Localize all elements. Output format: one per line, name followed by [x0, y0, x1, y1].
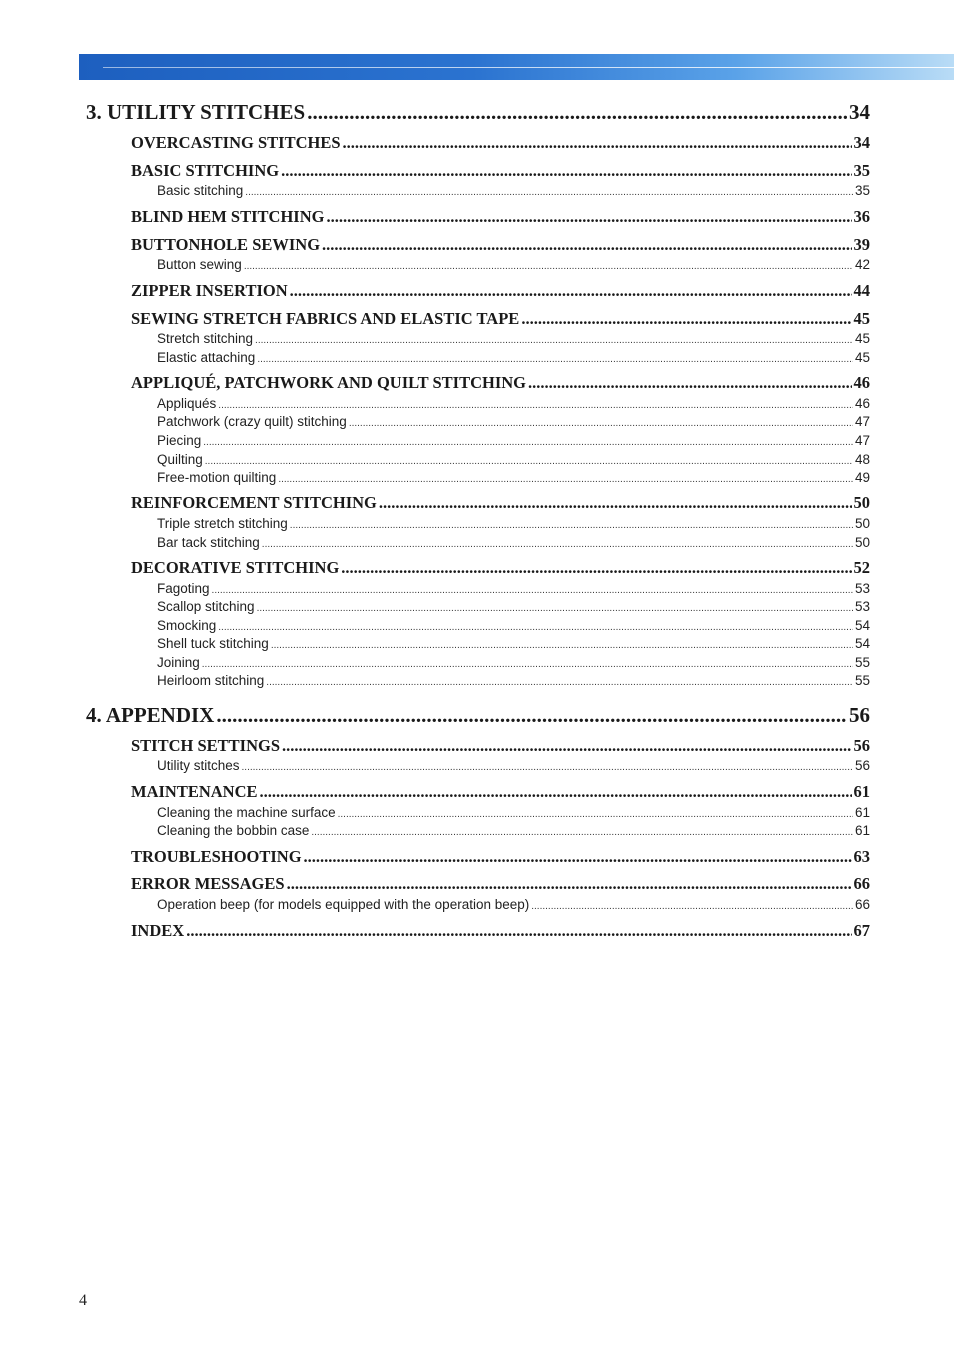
toc-leader — [260, 782, 852, 802]
toc-page: 50 — [853, 493, 870, 512]
toc-page: 46 — [853, 373, 870, 392]
toc-leader — [266, 677, 853, 688]
toc-leader — [307, 100, 847, 125]
toc-title: Operation beep (for models equipped with the operation beep) — [157, 897, 530, 912]
toc-leader — [205, 456, 853, 467]
toc-subsection[interactable] — [157, 673, 870, 688]
toc-title: Piecing — [157, 433, 202, 448]
toc-page: 42 — [854, 257, 870, 272]
toc-leader — [282, 736, 851, 756]
toc-page: 55 — [854, 655, 870, 670]
toc-title: Scallop stitching — [157, 599, 255, 614]
toc-leader — [212, 585, 853, 596]
toc-title: 3. UTILITY STITCHES — [86, 100, 306, 124]
toc-section[interactable] — [131, 161, 870, 181]
toc-page: 46 — [854, 396, 870, 411]
toc-subsection[interactable] — [157, 655, 870, 670]
toc-title: Heirloom stitching — [157, 673, 265, 688]
toc-section[interactable] — [131, 847, 870, 867]
toc-title: ZIPPER INSERTION — [131, 281, 288, 300]
toc-title: Smocking — [157, 618, 217, 633]
toc-leader — [186, 921, 851, 941]
toc-title: Free-motion quilting — [157, 470, 277, 485]
toc-chapter[interactable] — [86, 100, 870, 125]
toc-title: Basic stitching — [157, 183, 244, 198]
toc-title: Utility stitches — [157, 758, 240, 773]
toc-page: 53 — [854, 599, 870, 614]
toc-subsection[interactable] — [157, 636, 870, 651]
page-number: 4 — [79, 1292, 87, 1309]
toc-leader — [528, 373, 851, 393]
toc-title: Shell tuck stitching — [157, 636, 269, 651]
toc-leader — [311, 827, 853, 838]
toc-leader — [244, 261, 853, 272]
toc-subsection[interactable] — [157, 257, 870, 272]
toc-page: 50 — [854, 516, 870, 531]
toc-page: 66 — [854, 897, 870, 912]
toc-leader — [242, 762, 853, 773]
toc-leader — [278, 474, 853, 485]
toc-page: 53 — [854, 581, 870, 596]
toc-section[interactable] — [131, 874, 870, 894]
toc-title: TROUBLESHOOTING — [131, 847, 302, 866]
toc-page: 54 — [854, 636, 870, 651]
toc-subsection[interactable] — [157, 516, 870, 531]
toc-page: 35 — [853, 161, 870, 180]
toc-title: 4. APPENDIX — [86, 703, 215, 727]
toc-page: 39 — [853, 235, 870, 254]
toc-title: ERROR MESSAGES — [131, 874, 285, 893]
toc-page: 36 — [853, 207, 870, 226]
toc-page: 45 — [854, 350, 870, 365]
toc-leader — [326, 207, 851, 227]
toc-page: 34 — [849, 100, 870, 124]
toc-leader — [304, 847, 852, 867]
toc-leader — [290, 520, 853, 531]
toc-leader — [287, 874, 852, 894]
toc-leader — [255, 335, 853, 346]
toc-title: APPLIQUÉ, PATCHWORK AND QUILT STITCHING — [131, 373, 527, 392]
toc-leader — [218, 622, 853, 633]
toc-subsection[interactable] — [157, 581, 870, 596]
toc-subsection[interactable] — [157, 618, 870, 633]
toc-page: 63 — [853, 847, 870, 866]
toc-page: 61 — [854, 823, 870, 838]
toc-page: 52 — [853, 558, 870, 577]
toc-page: 67 — [853, 921, 870, 940]
toc-page: 34 — [853, 133, 870, 152]
toc-subsection[interactable] — [157, 535, 870, 550]
toc-leader — [349, 418, 853, 429]
toc-leader — [257, 603, 853, 614]
header-banner — [79, 54, 954, 80]
toc-page: 56 — [849, 703, 870, 727]
toc-title: Cleaning the bobbin case — [157, 823, 310, 838]
toc-section[interactable] — [131, 921, 870, 941]
toc-leader — [322, 235, 851, 255]
toc-subsection[interactable] — [157, 452, 870, 467]
toc-leader — [271, 640, 853, 651]
toc-page: 45 — [853, 309, 870, 328]
toc-title: OVERCASTING STITCHES — [131, 133, 341, 152]
toc-section[interactable] — [131, 309, 870, 329]
toc-section[interactable] — [131, 493, 870, 513]
toc-title: Cleaning the machine surface — [157, 805, 336, 820]
toc-page: 55 — [854, 673, 870, 688]
toc-title: REINFORCEMENT STITCHING — [131, 493, 377, 512]
toc-subsection[interactable] — [157, 183, 870, 198]
toc-subsection[interactable] — [157, 805, 870, 820]
toc-section[interactable] — [131, 133, 870, 153]
toc-chapter[interactable] — [86, 703, 870, 728]
toc-leader — [379, 493, 852, 513]
toc-page: 56 — [854, 758, 870, 773]
toc-title: DECORATIVE STITCHING — [131, 558, 340, 577]
toc-section[interactable] — [131, 736, 870, 756]
toc-title: Appliqués — [157, 396, 217, 411]
toc-title: Quilting — [157, 452, 203, 467]
toc-page: 45 — [854, 331, 870, 346]
toc-leader — [245, 187, 853, 198]
toc-title: Button sewing — [157, 257, 242, 272]
toc-subsection[interactable] — [157, 433, 870, 448]
toc-section[interactable] — [131, 782, 870, 802]
toc-title: Patchwork (crazy quilt) stitching — [157, 414, 347, 429]
toc-leader — [338, 809, 853, 820]
toc-subsection[interactable] — [157, 470, 870, 485]
toc-title: Stretch stitching — [157, 331, 254, 346]
toc-leader — [257, 354, 853, 365]
toc-page: 47 — [854, 433, 870, 448]
toc-leader — [281, 161, 851, 181]
toc-subsection[interactable] — [157, 350, 870, 365]
toc-section[interactable] — [131, 373, 870, 393]
toc-subsection[interactable] — [157, 823, 870, 838]
toc-leader — [531, 901, 853, 912]
toc-subsection[interactable] — [157, 414, 870, 429]
toc-subsection[interactable] — [157, 897, 870, 912]
toc-title: MAINTENANCE — [131, 782, 258, 801]
toc-page: 61 — [853, 782, 870, 801]
toc-title: Bar tack stitching — [157, 535, 260, 550]
toc-title: SEWING STRETCH FABRICS AND ELASTIC TAPE — [131, 309, 520, 328]
toc-leader — [216, 703, 847, 728]
toc-page: 50 — [854, 535, 870, 550]
toc-page: 49 — [854, 470, 870, 485]
toc-page: 35 — [854, 183, 870, 198]
toc-page: 56 — [853, 736, 870, 755]
toc-section[interactable] — [131, 207, 870, 227]
toc-title: Elastic attaching — [157, 350, 256, 365]
toc-page: 66 — [853, 874, 870, 893]
toc-title: STITCH SETTINGS — [131, 736, 281, 755]
toc-leader — [202, 659, 853, 670]
toc-subsection[interactable] — [157, 396, 870, 411]
toc-title: Joining — [157, 655, 200, 670]
toc-page: 44 — [853, 281, 870, 300]
toc-leader — [290, 281, 852, 301]
toc-title: Fagoting — [157, 581, 210, 596]
toc-section[interactable] — [131, 558, 870, 578]
toc-leader — [203, 437, 853, 448]
toc-title: BLIND HEM STITCHING — [131, 207, 325, 226]
toc-section[interactable] — [131, 235, 870, 255]
toc-title: INDEX — [131, 921, 185, 940]
toc-subsection[interactable] — [157, 599, 870, 614]
toc-leader — [343, 133, 852, 153]
toc-leader — [341, 558, 851, 578]
toc-title: BUTTONHOLE SEWING — [131, 235, 321, 254]
toc-leader — [262, 539, 853, 550]
toc-subsection[interactable] — [157, 331, 870, 346]
toc-page: 54 — [854, 618, 870, 633]
toc-section[interactable] — [131, 281, 870, 301]
toc-title: BASIC STITCHING — [131, 161, 280, 180]
toc-leader — [218, 400, 853, 411]
toc-subsection[interactable] — [157, 758, 870, 773]
toc-page: 48 — [854, 452, 870, 467]
header-banner-line — [103, 67, 954, 68]
toc-page: 47 — [854, 414, 870, 429]
toc-title: Triple stretch stitching — [157, 516, 288, 531]
toc-leader — [521, 309, 851, 329]
toc-page: 61 — [854, 805, 870, 820]
